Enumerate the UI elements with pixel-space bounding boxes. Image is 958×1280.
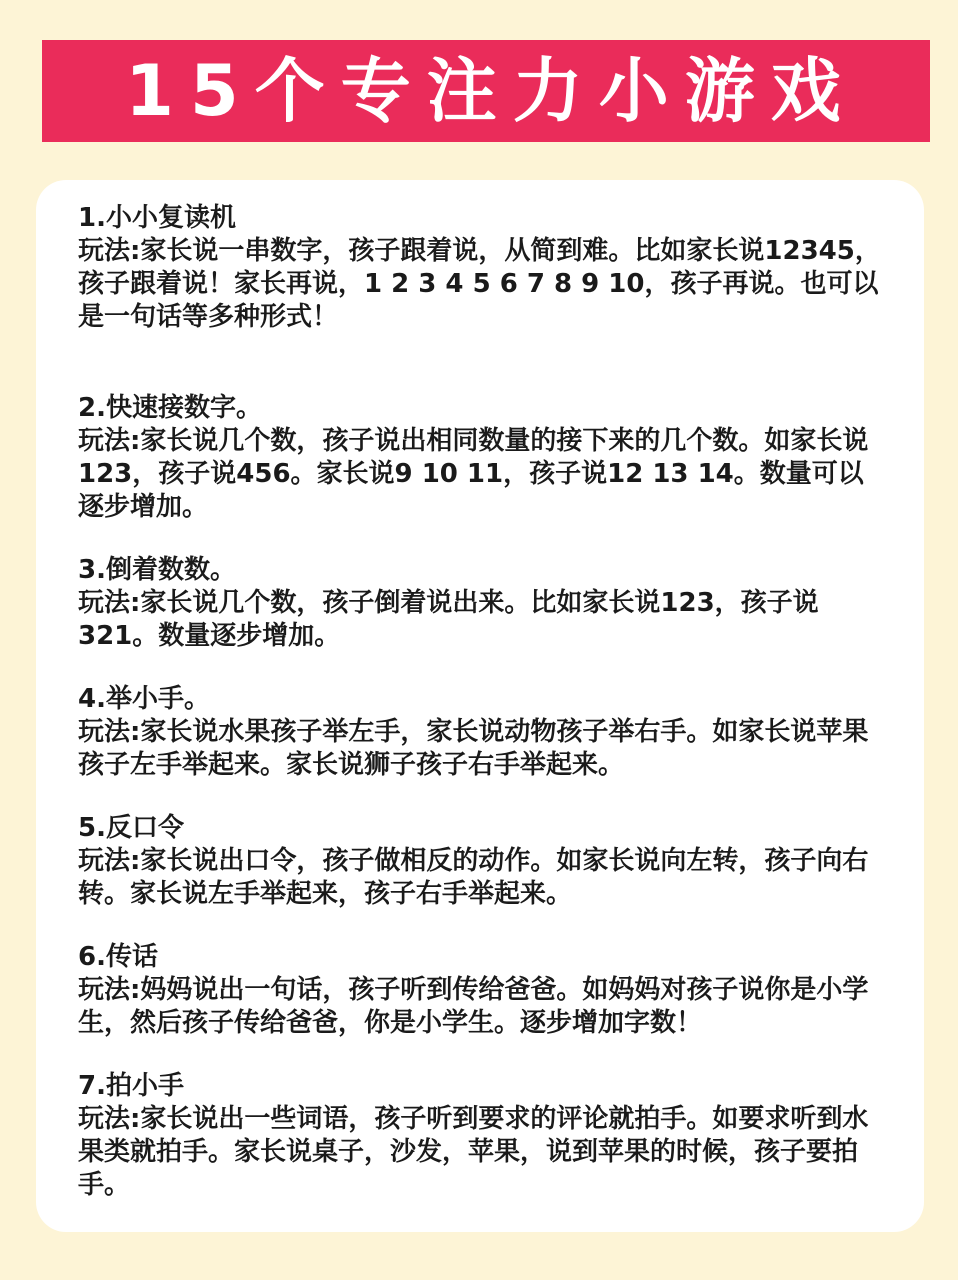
page-title: 15个专注力小游戏 [125, 50, 857, 132]
game-title: 3.倒着数数。 [78, 555, 236, 585]
game-description: 玩法:家长说水果孩子举左手，家长说动物孩子举右手。如家长说苹果孩子左手举起来。家长说狮子孩子右手举起来。 [78, 717, 869, 780]
game-item [78, 392, 882, 524]
game-item [78, 554, 882, 653]
game-item [78, 683, 882, 782]
game-description: 玩法:家长说几个数，孩子倒着说出来。比如家长说123，孩子说321。数量逐步增加。 [78, 588, 819, 651]
game-title: 1.小小复读机 [78, 203, 236, 233]
game-item [78, 941, 882, 1040]
content-card [36, 180, 924, 1232]
game-description: 玩法:家长说几个数，孩子说出相同数量的接下来的几个数。如家长说123，孩子说456。家长说9 10 11，孩子说12 13 14。数量可以逐步增加。 [78, 426, 869, 522]
game-title: 6.传话 [78, 942, 158, 972]
game-title: 2.快速接数字。 [78, 393, 262, 423]
title-banner [42, 40, 930, 142]
game-description: 玩法:家长说出口令，孩子做相反的动作。如家长说向左转，孩子向右转。家长说左手举起来，孩子右手举起来。 [78, 846, 869, 909]
game-title: 4.举小手。 [78, 684, 210, 714]
game-item [78, 812, 882, 911]
game-description: 玩法:妈妈说出一句话，孩子听到传给爸爸。如妈妈对孩子说你是小学生，然后孩子传给爸爸，你是小学生。逐步增加字数！ [78, 975, 869, 1038]
game-description: 玩法:家长说出一些词语，孩子听到要求的评论就拍手。如要求听到水果类就拍手。家长说桌子，沙发，苹果，说到苹果的时候，孩子要拍手。 [78, 1104, 869, 1200]
game-title: 5.反口令 [78, 813, 184, 843]
game-item [78, 1070, 882, 1202]
game-title: 7.拍小手 [78, 1071, 184, 1101]
game-description: 玩法:家长说一串数字，孩子跟着说，从简到难。比如家长说12345，孩子跟着说！家长再说，1 2 3 4 5 6 7 8 9 10，孩子再说。也可以是一句话等多种形式！ [78, 236, 881, 332]
game-item [78, 202, 882, 334]
